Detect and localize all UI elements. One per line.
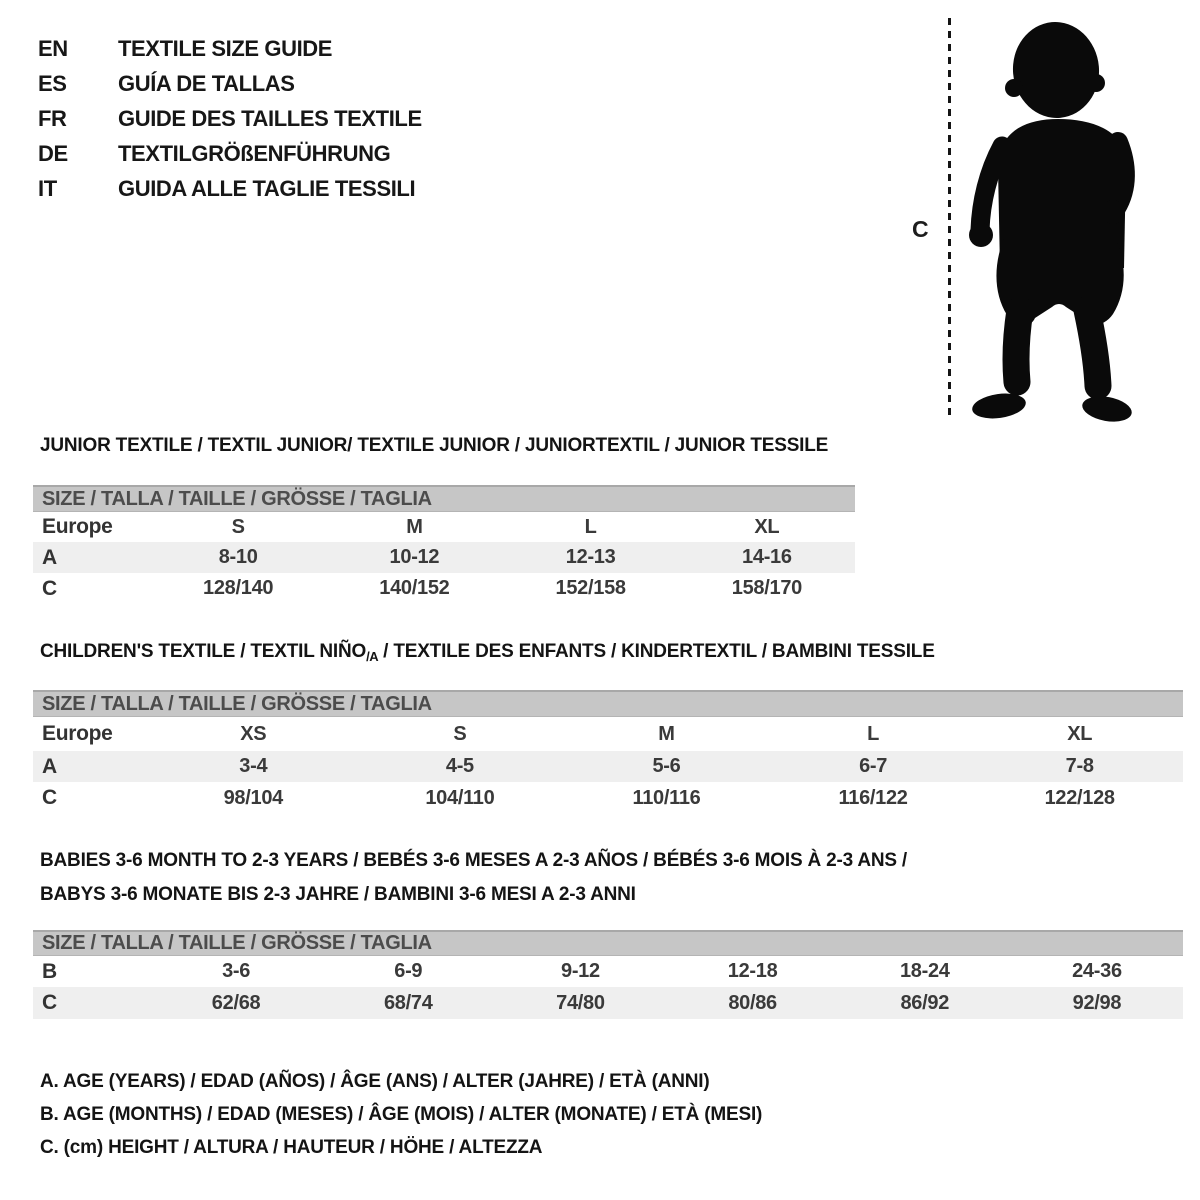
babies-size-header-bar: SIZE / TALLA / TAILLE / GRÖSSE / TAGLIA <box>33 930 1183 956</box>
lang-title: GUIDE DES TAILLES TEXTILE <box>118 106 422 131</box>
cell: 98/104 <box>223 786 283 809</box>
cell: 4-5 <box>445 755 474 777</box>
cell: 74/80 <box>556 991 605 1014</box>
size-col: XL <box>754 515 780 538</box>
lang-title: GUÍA DE TALLAS <box>118 71 295 96</box>
size-col: XL <box>1067 722 1093 745</box>
lang-title: TEXTILE SIZE GUIDE <box>118 36 333 61</box>
height-dashed-line <box>948 18 951 416</box>
children-title-part2: / TEXTILE DES ENFANTS / KINDERTEXTIL / BAMBINI TESSILE <box>378 641 935 662</box>
cell: 9-12 <box>561 960 600 982</box>
cell: 5-6 <box>652 755 681 777</box>
cell: 140/152 <box>379 577 450 599</box>
lang-code: FR <box>38 106 67 131</box>
babies-table <box>33 930 1183 1019</box>
lang-row-en <box>38 36 332 62</box>
cell: 116/122 <box>838 786 908 809</box>
toddler-silhouette <box>966 16 1142 422</box>
table-row <box>33 573 855 604</box>
row-label: C <box>42 576 57 600</box>
lang-title: GUIDA ALLE TAGLIE TESSILI <box>118 176 416 201</box>
size-col: XS <box>240 722 267 745</box>
cell: 92/98 <box>1072 991 1122 1014</box>
legend-line-a: A. AGE (YEARS) / EDAD (AÑOS) / ÂGE (ANS) / ALTER (JAHRE) / ETÀ (ANNI) <box>40 1071 710 1092</box>
row-label: Europe <box>42 722 113 745</box>
size-col: M <box>406 515 423 538</box>
cell: 7-8 <box>1065 755 1094 777</box>
legend-line-b: B. AGE (MONTHS) / EDAD (MESES) / ÂGE (MOIS) / ALTER (MONATE) / ETÀ (MESI) <box>40 1104 763 1125</box>
lang-code: DE <box>38 141 68 166</box>
cell: 80/86 <box>728 991 777 1014</box>
junior-section-title: JUNIOR TEXTILE / TEXTIL JUNIOR/ TEXTILE JUNIOR / JUNIORTEXTIL / JUNIOR TESSILE <box>40 435 829 456</box>
cell: 3-6 <box>222 960 251 982</box>
size-col: L <box>867 722 880 745</box>
babies-section-title-line2: BABYS 3-6 MONATE BIS 2-3 JAHRE / BAMBINI 3-6 MESI A 2-3 ANNI <box>40 884 636 905</box>
children-section-title <box>40 641 935 664</box>
junior-table <box>33 485 855 604</box>
children-title-part1: CHILDREN'S TEXTILE / TEXTIL NIÑO <box>40 641 367 662</box>
lang-row-es <box>38 71 295 97</box>
cell: 12-18 <box>727 960 778 982</box>
cell: 122/128 <box>1044 786 1115 809</box>
size-col: L <box>584 515 597 538</box>
legend-line-c: C. (cm) HEIGHT / ALTURA / HAUTEUR / HÖHE / ALTEZZA <box>40 1137 543 1158</box>
row-label: C <box>42 991 57 1014</box>
junior-size-header-bar: SIZE / TALLA / TAILLE / GRÖSSE / TAGLIA <box>33 485 855 512</box>
cell: 152/158 <box>555 577 626 599</box>
cell: 128/140 <box>203 577 274 599</box>
cell: 8-10 <box>218 546 258 568</box>
table-row <box>33 512 855 542</box>
lang-row-fr <box>38 106 422 132</box>
table-row <box>33 956 1183 987</box>
children-table <box>33 690 1183 814</box>
table-row <box>33 717 1183 751</box>
lang-title: TEXTILGRÖßENFÜHRUNG <box>118 141 391 166</box>
lang-row-it <box>38 176 415 202</box>
size-col: S <box>231 515 245 538</box>
cell: 104/110 <box>425 786 495 809</box>
cell: 158/170 <box>731 577 802 599</box>
height-measure-label: C <box>912 216 929 242</box>
row-label: A <box>42 754 57 778</box>
cell: 6-7 <box>859 755 888 777</box>
row-label: Europe <box>42 515 113 538</box>
children-title-subscript: /A <box>366 649 379 664</box>
table-row <box>33 542 855 573</box>
table-row <box>33 782 1183 814</box>
row-label: C <box>42 786 57 809</box>
children-size-header-bar: SIZE / TALLA / TAILLE / GRÖSSE / TAGLIA <box>33 690 1183 717</box>
cell: 3-4 <box>239 755 268 777</box>
size-col: M <box>658 722 675 745</box>
cell: 18-24 <box>899 960 950 982</box>
table-row <box>33 987 1183 1019</box>
cell: 10-12 <box>389 546 440 568</box>
cell: 6-9 <box>394 960 423 982</box>
babies-section-title-line1: BABIES 3-6 MONTH TO 2-3 YEARS / BEBÉS 3-6 MESES A 2-3 AÑOS / BÉBÉS 3-6 MOIS À 2-3 ANS / <box>40 850 908 871</box>
size-col: S <box>453 722 467 745</box>
lang-code: IT <box>38 176 57 201</box>
cell: 86/92 <box>900 991 950 1014</box>
row-label: A <box>42 545 57 569</box>
cell: 14-16 <box>742 546 792 568</box>
cell: 68/74 <box>383 991 433 1014</box>
lang-row-de <box>38 141 390 167</box>
cell: 110/116 <box>632 786 701 809</box>
row-label: B <box>42 959 57 983</box>
lang-code: ES <box>38 71 67 96</box>
cell: 62/68 <box>211 991 261 1014</box>
cell: 12-13 <box>565 546 616 568</box>
cell: 24-36 <box>1072 960 1122 982</box>
table-row <box>33 751 1183 782</box>
lang-code: EN <box>38 36 68 61</box>
